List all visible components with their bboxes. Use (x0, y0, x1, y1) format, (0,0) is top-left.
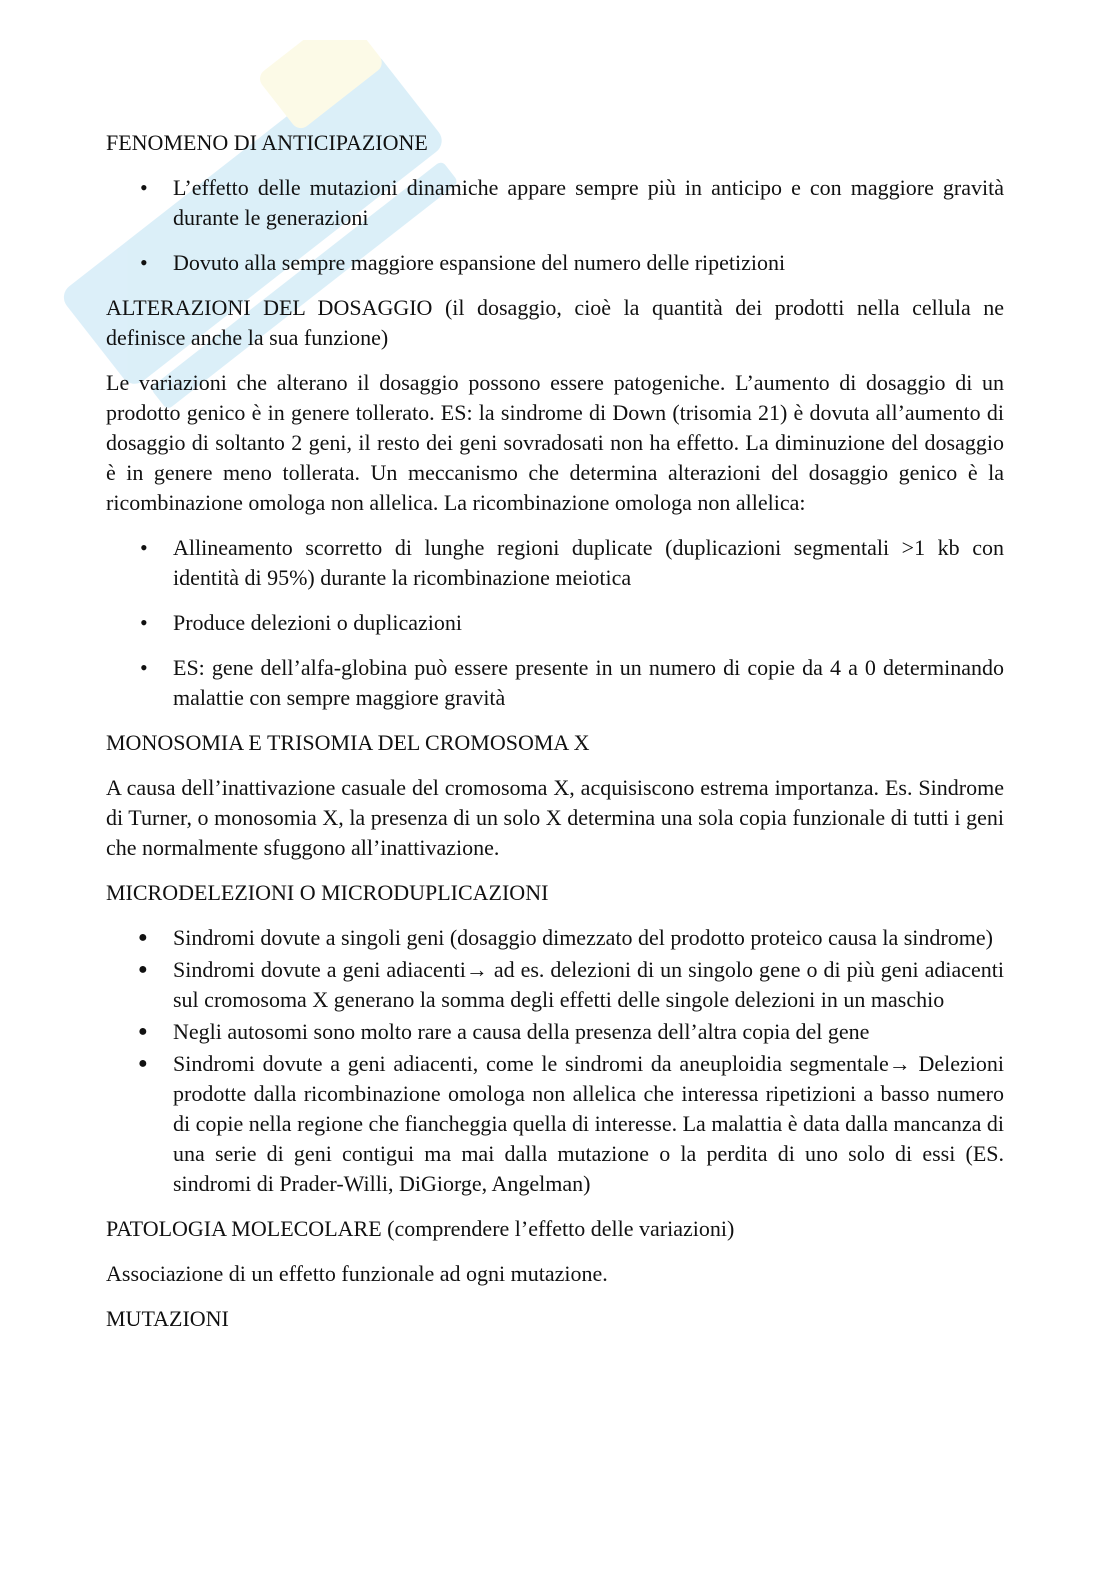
list-item-text: Sindromi dovute a geni adiacenti, come le sindromi da aneuploidia segmentale→ Delezioni prodotte dalla ricombinazione omologa non allelica che interessa ripetizioni a basso numero di copie nella regione che fiancheggia quella di interesse. La malattia è data dalla mancanza di una serie di geni contigui ma mai dalla mutazione o la perdita di uno solo di essi (ES. sindromi di Prader-Willi, DiGiorge, Angelman) (173, 1051, 1004, 1196)
bullet-icon: • (140, 655, 148, 680)
bullet-icon: ● (138, 1023, 148, 1040)
list-item (106, 923, 1004, 953)
heading-patologia (106, 1214, 1004, 1244)
heading-mutazioni (106, 1304, 1004, 1334)
list-item (106, 248, 1004, 278)
heading-anticipazione-text: FENOMENO DI ANTICIPAZIONE (106, 130, 428, 155)
list-item (106, 173, 1004, 233)
bullet-icon: • (140, 250, 148, 275)
heading-dosaggio-text: ALTERAZIONI DEL DOSAGGIO (106, 295, 433, 320)
heading-patologia-note: (comprendere l’effetto delle variazioni) (381, 1216, 735, 1241)
paragraph-patologia: Associazione di un effetto funzionale ad ogni mutazione. (106, 1261, 608, 1286)
heading-microdelezioni (106, 878, 1004, 908)
list-item-text: Sindromi dovute a geni adiacenti→ ad es. delezioni di un singolo gene o di più geni adiacenti sul cromosoma X generano la somma degli effetti delle singole delezioni in un maschio (173, 957, 1004, 1012)
heading-cromosoma-x (106, 728, 1004, 758)
list-item (106, 608, 1004, 638)
list-item (106, 955, 1004, 1015)
list-item-text: ES: gene dell’alfa-globina può essere presente in un numero di copie da 4 a 0 determinando malattie con sempre maggiore gravità (173, 655, 1004, 710)
paragraph-dosaggio: Le variazioni che alterano il dosaggio possono essere patogeniche. L’aumento di dosaggio di un prodotto genico è in genere tollerato. ES: la sindrome di Down (trisomia 21) è dovuta all’aumento di dosaggio di soltanto 2 geni, il resto dei geni sovradosati non ha effetto. La diminuzione del dosaggio è in genere meno tollerata. Un meccanismo che determina alterazioni del dosaggio genico è la ricombinazione omologa non allelica. La ricombinazione omologa non allelica: (106, 370, 1004, 515)
list-item-text: Produce delezioni o duplicazioni (173, 610, 462, 635)
list-item-text: Sindromi dovute a singoli geni (dosaggio dimezzato del prodotto proteico causa la sindrome) (173, 925, 993, 950)
heading-microdelezioni-text: MICRODELEZIONI O MICRODUPLICAZIONI (106, 880, 549, 905)
list-item (106, 1017, 1004, 1047)
bullet-icon: ● (138, 961, 148, 978)
bullet-icon: ● (138, 929, 148, 946)
heading-dosaggio (106, 293, 1004, 353)
paragraph-cromosoma-x: A causa dell’inattivazione casuale del cromosoma X, acquisiscono estrema importanza. Es. Sindrome di Turner, o monosomia X, la presenza di un solo X determina una sola copia funzionale di tutti i geni che normalmente sfuggono all’inattivazione. (106, 775, 1004, 860)
list-microdelezioni (106, 923, 1004, 1199)
heading-patologia-text: PATOLOGIA MOLECOLARE (106, 1216, 382, 1241)
list-anticipazione (106, 173, 1004, 278)
bullet-icon: • (140, 610, 148, 635)
list-item (106, 653, 1004, 713)
list-item (106, 533, 1004, 593)
document-page (106, 128, 1004, 1349)
list-item-text: Dovuto alla sempre maggiore espansione del numero delle ripetizioni (173, 250, 786, 275)
bullet-icon: • (140, 535, 148, 560)
list-dosaggio (106, 533, 1004, 713)
list-item-text: L’effetto delle mutazioni dinamiche appare sempre più in anticipo e con maggiore gravità durante le generazioni (173, 175, 1004, 230)
heading-anticipazione (106, 128, 1004, 158)
heading-mutazioni-text: MUTAZIONI (106, 1306, 229, 1331)
heading-dosaggio-note: (il dosaggio, cioè la quantità dei prodotti nella cellula ne definisce anche la sua funzione) (106, 295, 1004, 350)
bullet-icon: • (140, 175, 148, 200)
bullet-icon: ● (138, 1055, 148, 1072)
list-item-text: Allineamento scorretto di lunghe regioni duplicate (duplicazioni segmentali >1 kb con identità di 95%) durante la ricombinazione meiotica (173, 535, 1004, 590)
heading-cromosoma-x-text: MONOSOMIA E TRISOMIA DEL CROMOSOMA X (106, 730, 590, 755)
list-item-text: Negli autosomi sono molto rare a causa della presenza dell’altra copia del gene (173, 1019, 870, 1044)
list-item (106, 1049, 1004, 1199)
